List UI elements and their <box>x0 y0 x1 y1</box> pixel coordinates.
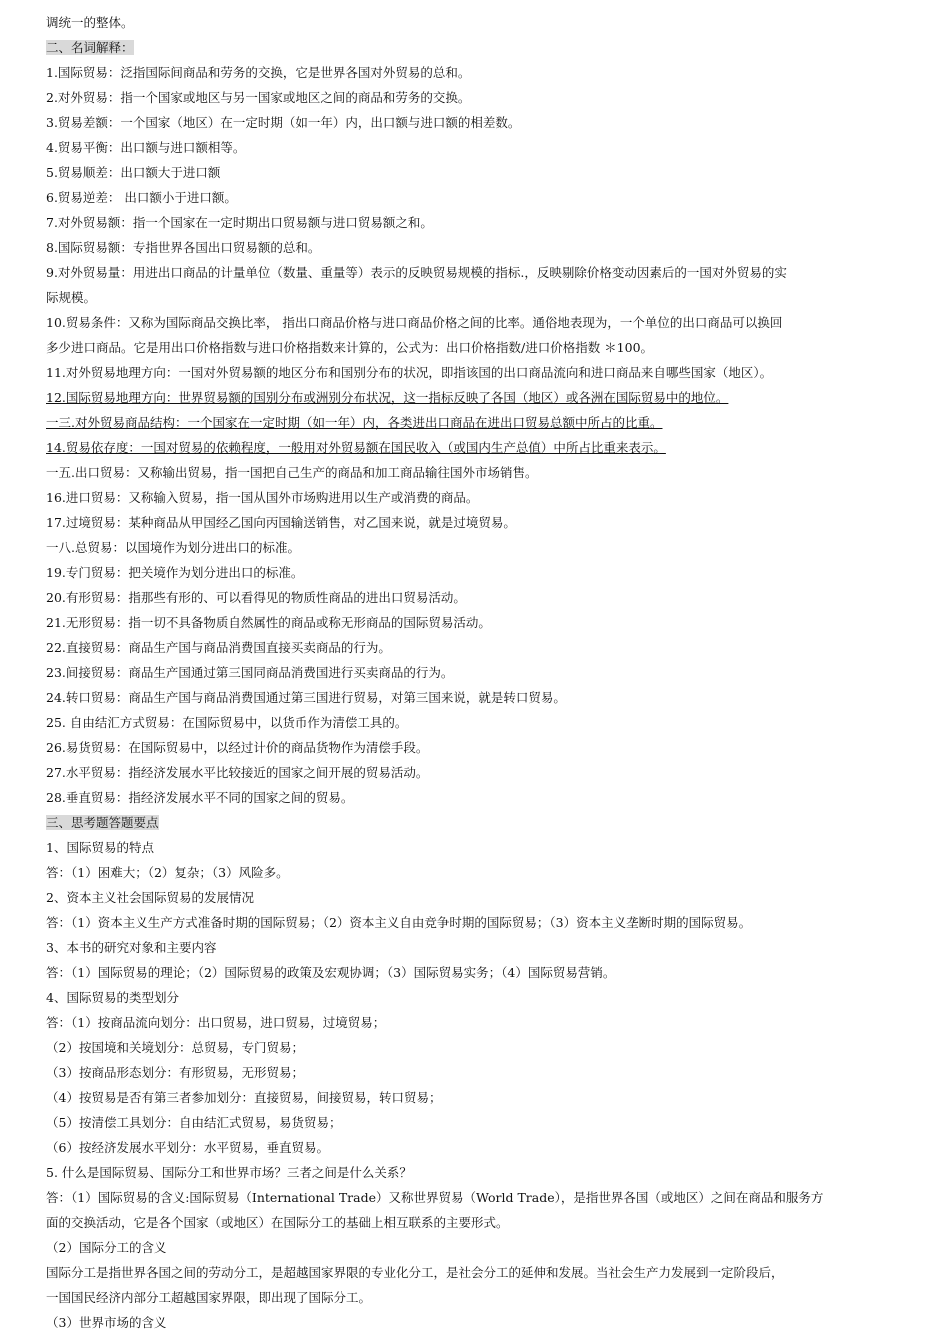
text-line <box>46 10 928 35</box>
text-line-content: 19.专门贸易：把关境作为划分进出口的标准。 <box>46 565 304 580</box>
text-line <box>46 410 928 435</box>
text-line <box>46 210 928 235</box>
text-line <box>46 760 928 785</box>
text-line-content: 20.有形贸易：指那些有形的、可以看得见的物质性商品的进出口贸易活动。 <box>46 590 466 605</box>
text-line-content: 调统一的整体。 <box>46 15 134 30</box>
text-line-content: 11.对外贸易地理方向：一国对外贸易额的地区分布和国别分布的状况，即指该国的出口商品流向和进口商品来自哪些国家（地区）。 <box>46 365 773 380</box>
text-line <box>46 235 928 260</box>
text-line <box>46 360 928 385</box>
text-line <box>46 585 928 610</box>
text-line-content: 国际分工是指世界各国之间的劳动分工，是超越国家界限的专业化分工，是社会分工的延伸和发展。当社会生产力发展到一定阶段后， <box>46 1265 784 1280</box>
text-line <box>46 485 928 510</box>
text-line <box>46 160 928 185</box>
text-line <box>46 510 928 535</box>
text-line-content: 24.转口贸易：商品生产国与商品消费国通过第三国进行贸易，对第三国来说，就是转口贸易。 <box>46 690 566 705</box>
text-line-content: 16.进口贸易：又称输入贸易，指一国从国外市场购进用以生产或消费的商品。 <box>46 490 479 505</box>
text-line <box>46 335 928 360</box>
text-line <box>46 860 928 885</box>
text-line-content: 二、名词解释： <box>46 40 134 55</box>
text-line-content: 答：（1）困难大；（2）复杂；（3）风险多。 <box>46 865 289 880</box>
text-line-content: 一八.总贸易：以国境作为划分进出口的标准。 <box>46 540 300 555</box>
text-line <box>46 35 928 60</box>
text-line <box>46 560 928 585</box>
text-line-content: 7.对外贸易额：指一个国家在一定时期出口贸易额与进口贸易额之和。 <box>46 215 433 230</box>
text-line-content: 1.国际贸易：泛指国际间商品和劳务的交换，它是世界各国对外贸易的总和。 <box>46 65 471 80</box>
text-line-content: （3）按商品形态划分：有形贸易，无形贸易； <box>46 1065 304 1080</box>
text-line <box>46 1185 928 1210</box>
text-line <box>46 1310 928 1335</box>
text-line-content: 答：（1）资本主义生产方式准备时期的国际贸易；（2）资本主义自由竞争时期的国际贸易；（3）资本主义垄断时期的国际贸易。 <box>46 915 752 930</box>
text-line <box>46 785 928 810</box>
text-line-content: 际规模。 <box>46 290 97 305</box>
text-line <box>46 1210 928 1235</box>
text-line-content: 12.国际贸易地理方向：世界贸易额的国别分布或洲别分布状况，这一指标反映了各国（地区）或各洲在国际贸易中的地位。 <box>46 390 729 405</box>
text-line-content: 4.贸易平衡：出口额与进口额相等。 <box>46 140 246 155</box>
text-line-content: 17.过境贸易：某种商品从甲国经乙国向丙国输送销售，对乙国来说，就是过境贸易。 <box>46 515 516 530</box>
text-line <box>46 635 928 660</box>
text-line-content: 26.易货贸易：在国际贸易中，以经过计价的商品货物作为清偿手段。 <box>46 740 429 755</box>
text-line <box>46 1285 928 1310</box>
text-line-content: 答：（1）按商品流向划分：出口贸易，进口贸易，过境贸易； <box>46 1015 386 1030</box>
text-line <box>46 985 928 1010</box>
text-line <box>46 835 928 860</box>
text-line-content: 5.贸易顺差：出口额大于进口额 <box>46 165 221 180</box>
text-line <box>46 260 928 285</box>
text-line-content: （2）国际分工的含义 <box>46 1240 167 1255</box>
text-line <box>46 185 928 210</box>
text-line-content: 8.国际贸易额：专指世界各国出口贸易额的总和。 <box>46 240 321 255</box>
text-line-content: 10.贸易条件：又称为国际商品交换比率， 指出口商品价格与进口商品价格之间的比率。通俗地表现为，一个单位的出口商品可以换回 <box>46 315 783 330</box>
text-line-content: 14.贸易依存度：一国对贸易的依赖程度，一般用对外贸易额在国民收入（或国内生产总值）中所占比重来表示。 <box>46 440 666 455</box>
text-line <box>46 1110 928 1135</box>
document-body <box>46 10 928 1335</box>
text-line-content: 21.无形贸易：指一切不具备物质自然属性的商品或称无形商品的国际贸易活动。 <box>46 615 491 630</box>
text-line <box>46 885 928 910</box>
text-line-content: 1、国际贸易的特点 <box>46 840 154 855</box>
text-line-content: 22.直接贸易：商品生产国与商品消费国直接买卖商品的行为。 <box>46 640 391 655</box>
text-line <box>46 710 928 735</box>
text-line <box>46 1135 928 1160</box>
text-line <box>46 1260 928 1285</box>
text-line <box>46 310 928 335</box>
text-line-content: 3、本书的研究对象和主要内容 <box>46 940 217 955</box>
text-line-content: 答：（1）国际贸易的理论；（2）国际贸易的政策及宏观协调；（3）国际贸易实务；（4）国际贸易营销。 <box>46 965 616 980</box>
text-line-content: 一五.出口贸易：又称输出贸易，指一国把自己生产的商品和加工商品输往国外市场销售。 <box>46 465 538 480</box>
text-line-content: 一国国民经济内部分工超越国家界限，即出现了国际分工。 <box>46 1290 372 1305</box>
text-line-content: 4、国际贸易的类型划分 <box>46 990 179 1005</box>
text-line <box>46 960 928 985</box>
text-line-content: 5. 什么是国际贸易、国际分工和世界市场？三者之间是什么关系？ <box>46 1165 412 1180</box>
text-line <box>46 435 928 460</box>
text-line-content: 多少进口商品。它是用出口价格指数与进口价格指数来计算的，公式为：出口价格指数/进口价格指数 ＊100。 <box>46 340 654 355</box>
text-line <box>46 285 928 310</box>
text-line <box>46 1060 928 1085</box>
text-line-content: 3.贸易差额：一个国家（地区）在一定时期（如一年）内，出口额与进口额的相差数。 <box>46 115 521 130</box>
text-line <box>46 685 928 710</box>
text-line <box>46 1010 928 1035</box>
text-line <box>46 610 928 635</box>
text-line-content: （5）按清偿工具划分：自由结汇式贸易，易货贸易； <box>46 1115 342 1130</box>
text-line-content: （4）按贸易是否有第三者参加划分：直接贸易，间接贸易，转口贸易； <box>46 1090 442 1105</box>
text-line <box>46 1035 928 1060</box>
text-line-content: （6）按经济发展水平划分：水平贸易，垂直贸易。 <box>46 1140 329 1155</box>
text-line <box>46 1235 928 1260</box>
text-line <box>46 660 928 685</box>
text-line <box>46 85 928 110</box>
text-line <box>46 110 928 135</box>
text-line <box>46 385 928 410</box>
text-line-content: （3）世界市场的含义 <box>46 1315 167 1330</box>
text-line-content: 23.间接贸易：商品生产国通过第三国同商品消费国进行买卖商品的行为。 <box>46 665 454 680</box>
text-line <box>46 935 928 960</box>
text-line <box>46 1085 928 1110</box>
text-line-content: 27.水平贸易：指经济发展水平比较接近的国家之间开展的贸易活动。 <box>46 765 429 780</box>
text-line <box>46 135 928 160</box>
text-line-content: 25. 自由结汇方式贸易：在国际贸易中，以货币作为清偿工具的。 <box>46 715 408 730</box>
text-line-content: 2.对外贸易：指一个国家或地区与另一国家或地区之间的商品和劳务的交换。 <box>46 90 471 105</box>
text-line <box>46 910 928 935</box>
text-line-content: 28.垂直贸易：指经济发展水平不同的国家之间的贸易。 <box>46 790 354 805</box>
text-line-content: 面的交换活动，它是各个国家（或地区）在国际分工的基础上相互联系的主要形式。 <box>46 1215 509 1230</box>
text-line <box>46 535 928 560</box>
text-line-content: 答：（1）国际贸易的含义:国际贸易（International Trade）又称世界贸易（World Trade），是指世界各国（或地区）之间在商品和服务方 <box>46 1190 824 1205</box>
text-line-content: 一三.对外贸易商品结构：一个国家在一定时期（如一年）内，各类进出口商品在进出口贸易总额中所占的比重。 <box>46 415 663 430</box>
text-line-content: （2）按国境和关境划分：总贸易，专门贸易； <box>46 1040 304 1055</box>
text-line <box>46 810 928 835</box>
text-line <box>46 460 928 485</box>
text-line-content: 2、资本主义社会国际贸易的发展情况 <box>46 890 254 905</box>
text-line <box>46 735 928 760</box>
text-line-content: 9.对外贸易量：用进出口商品的计量单位（数量、重量等）表示的反映贸易规模的指标.，反映剔除价格变动因素后的一国对外贸易的实 <box>46 265 787 280</box>
text-line-content: 6.贸易逆差： 出口额小于进口额。 <box>46 190 237 205</box>
text-line <box>46 1160 928 1185</box>
text-line <box>46 60 928 85</box>
text-line-content: 三、思考题答题要点 <box>46 815 159 830</box>
